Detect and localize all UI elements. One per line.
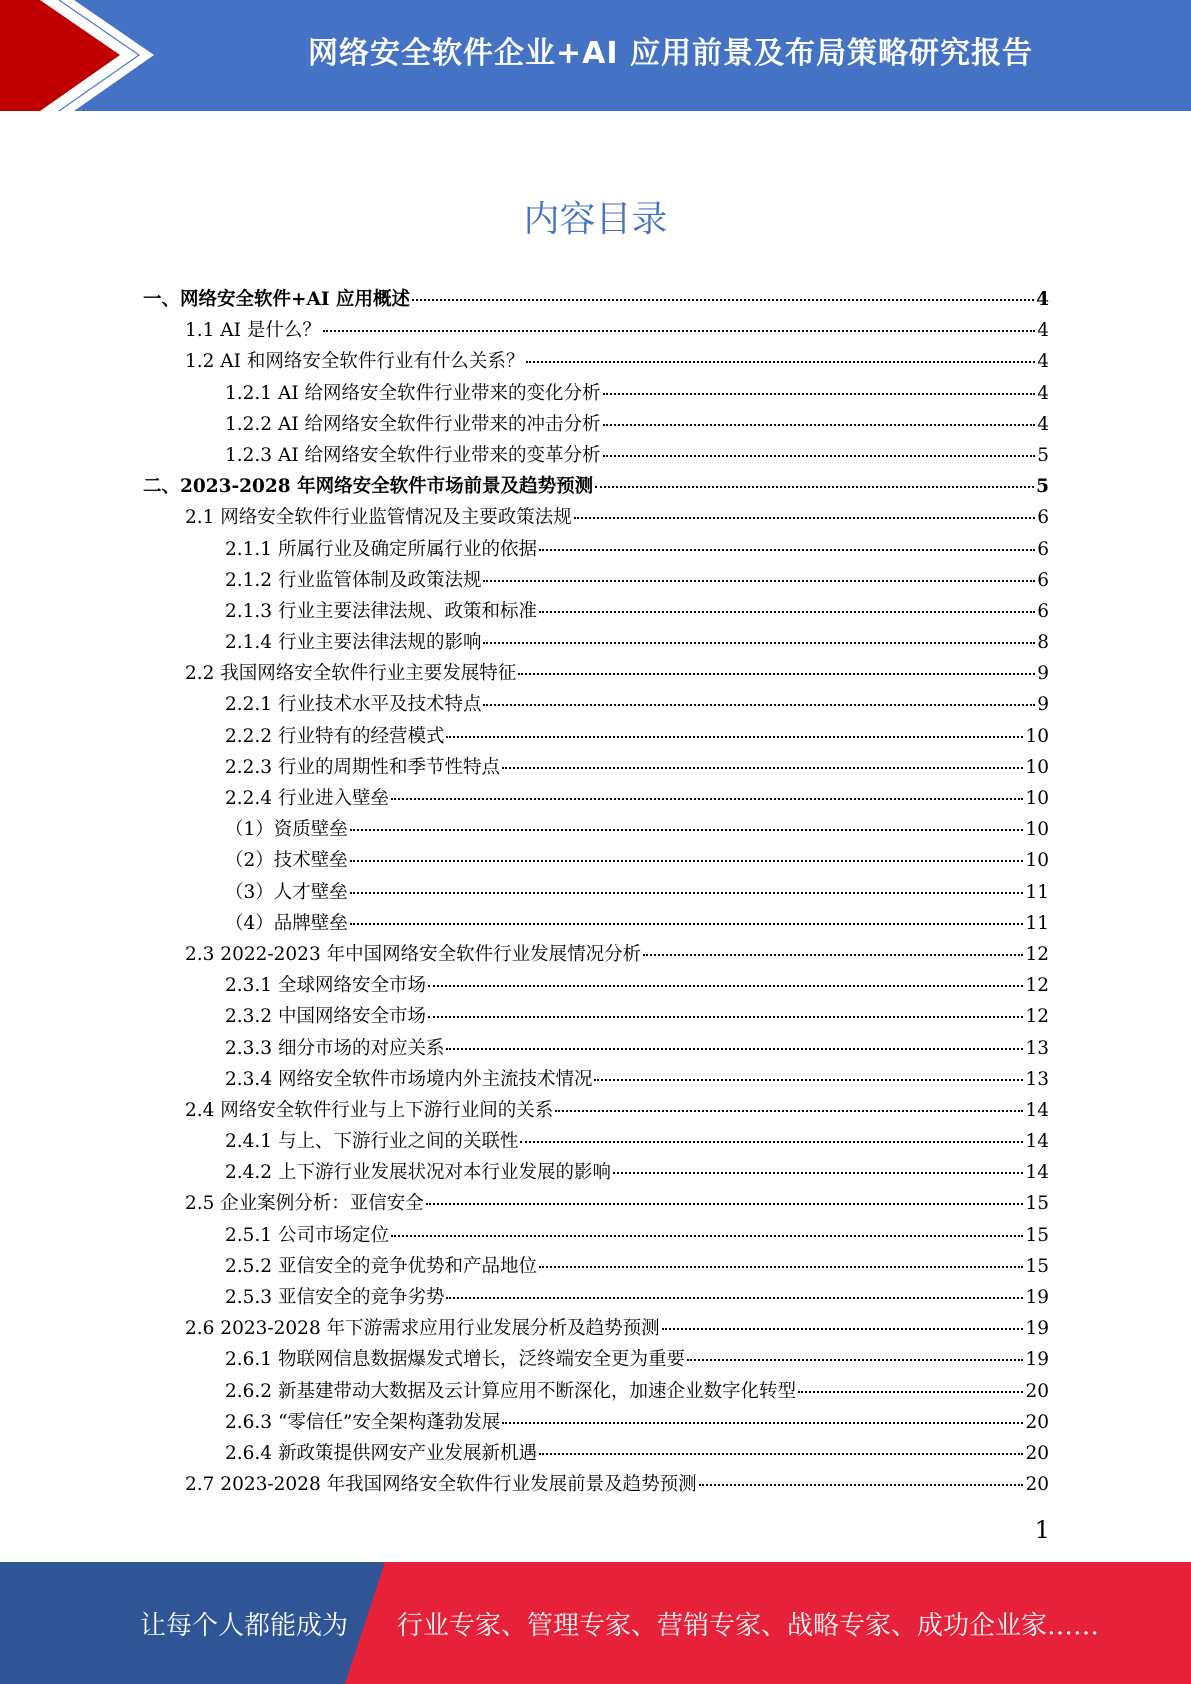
toc-entry[interactable] [143,784,1049,815]
toc-dot-leader [594,1079,1023,1081]
toc-entry-label: 1.2.1 AI 给网络安全软件行业带来的变化分析 [225,382,601,404]
toc-entry[interactable] [143,1345,1049,1376]
toc-entry-page: 20 [1025,1411,1049,1433]
toc-entry-label: 2.5.3 亚信安全的竞争劣势 [225,1287,445,1308]
toc-entry-label: 2.5.1 公司市场定位 [225,1224,389,1246]
toc-entry-label: 二、2023-2028 年网络安全软件市场前景及趋势预测 [143,476,594,498]
toc-entry[interactable] [143,1127,1049,1158]
toc-dot-leader [483,580,1035,582]
toc-entry-label: 2.2.1 行业技术水平及技术特点 [225,694,482,716]
toc-entry-label: （2）技术壁垒 [225,850,348,872]
footer-band [0,1562,1191,1684]
toc-entry-page: 4 [1036,289,1049,310]
toc-dot-leader [518,673,1035,675]
toc-entry-label: 1.2 AI 和网络安全软件行业有什么关系？ [185,351,525,373]
toc-dot-leader [539,1266,1023,1268]
toc-entry-label: 2.7 2023-2028 年我国网络安全软件行业发展前景及趋势预测 [185,1474,697,1496]
toc-dot-leader [428,1016,1023,1018]
toc-entry-label: （3）人才壁垒 [225,881,348,903]
toc-entry[interactable] [143,1096,1049,1127]
toc-entry[interactable] [143,347,1049,378]
toc-entry-label: 2.1 网络安全软件行业监管情况及主要政策法规 [185,507,572,529]
toc-entry[interactable] [143,1377,1049,1408]
toc-dot-leader [520,1141,1023,1143]
toc-entry-label: 2.2.3 行业的周期性和季节性特点 [225,756,500,778]
toc-dot-leader [350,829,1024,831]
toc-entry-label: 2.6.3 “零信任”安全架构蓬勃发展 [225,1411,501,1433]
toc-dot-leader [350,892,1024,894]
toc-entry[interactable] [143,971,1049,1002]
toc-entry-page: 14 [1025,1099,1049,1121]
toc-entry-page: 6 [1037,600,1049,622]
toc-entry-label: 2.4.2 上下游行业发展状况对本行业发展的影响 [225,1162,611,1184]
toc-entry-page: 10 [1025,725,1049,747]
toc-entry-label: 2.3 2022-2023 年中国网络安全软件行业发展情况分析 [185,943,642,965]
toc-dot-leader [483,704,1035,706]
toc-entry-page: 13 [1025,1068,1049,1090]
toc-entry-label: 2.5.2 亚信安全的竞争优势和产品地位 [225,1255,537,1277]
toc-entry[interactable] [143,878,1049,909]
toc-entry-label: 一、网络安全软件+AI 应用概述 [143,289,410,310]
toc-dot-leader [555,1110,1023,1112]
toc-entry[interactable] [143,1470,1049,1501]
toc-entry-page: 4 [1037,351,1049,373]
toc-entry-page: 12 [1025,975,1049,997]
toc-entry-label: 2.1.4 行业主要法律法规的影响 [225,632,482,654]
toc-entry-label: 2.2.4 行业进入壁垒 [225,788,389,809]
toc-entry-page: 15 [1025,1193,1049,1215]
toc-entry[interactable] [143,410,1049,441]
toc-entry[interactable] [143,1221,1049,1252]
toc-dot-leader [502,767,1023,769]
toc-entry[interactable] [143,441,1049,472]
toc-dot-leader [603,455,1036,457]
toc-dot-leader [613,1172,1023,1174]
toc-entry-page: 19 [1025,1318,1049,1340]
toc-entry[interactable] [143,472,1049,503]
toc-dot-leader [526,361,1035,363]
toc-dot-leader [446,1048,1023,1050]
toc-entry-page: 6 [1037,538,1049,560]
toc-entry-page: 4 [1037,413,1049,435]
toc-entry-label: 2.2 我国网络安全软件行业主要发展特征 [185,663,517,685]
toc-dot-leader [483,642,1035,644]
toc-entry-page: 12 [1025,943,1049,965]
toc-entry-page: 11 [1025,881,1049,903]
toc-entry-label: 2.6.1 物联网信息数据爆发式增长，泛终端安全更为重要 [225,1349,685,1371]
toc-entry[interactable] [143,1002,1049,1033]
toc-entry-page: 12 [1025,1006,1049,1028]
toc-entry[interactable] [143,722,1049,753]
toc-entry[interactable] [143,316,1049,347]
toc-entry-label: 2.6.4 新政策提供网安产业发展新机遇 [225,1442,537,1464]
toc-entry-page: 10 [1025,756,1049,778]
toc-entry-label: 2.2.2 行业特有的经营模式 [225,725,445,747]
toc-dot-leader [412,299,1034,301]
toc-entry-label: 2.3.3 细分市场的对应关系 [225,1037,445,1059]
toc-entry[interactable] [143,535,1049,566]
toc-entry-page: 15 [1025,1224,1049,1246]
toc-entry[interactable] [143,597,1049,628]
toc-entry[interactable] [143,846,1049,877]
toc-entry-label: 2.6 2023-2028 年下游需求应用行业发展分析及趋势预测 [185,1318,660,1340]
toc-entry-label: 2.1.1 所属行业及确定所属行业的依据 [225,538,537,560]
header-band [0,0,1191,111]
toc-entry-label: 2.4.1 与上、下游行业之间的关联性 [225,1131,519,1153]
toc-entry[interactable] [143,1439,1049,1470]
toc-entry[interactable] [143,379,1049,410]
toc-dot-leader [539,611,1035,613]
toc-entry-page: 9 [1037,663,1049,685]
toc-dot-leader [603,393,1036,395]
toc-entry-page: 20 [1025,1442,1049,1464]
toc-entry[interactable] [143,566,1049,597]
toc-heading: 内容目录 [523,199,668,240]
toc-entry-label: （1）资质壁垒 [225,819,348,841]
toc-entry-label: 2.4 网络安全软件行业与上下游行业间的关系 [185,1099,554,1121]
toc-entry[interactable] [143,1314,1049,1345]
toc-entry-label: 2.6.2 新基建带动大数据及云计算应用不断深化，加速企业数字化转型 [225,1380,796,1402]
toc-entry-page: 8 [1037,632,1049,654]
toc-entry[interactable] [143,940,1049,971]
toc-entry-page: 14 [1025,1162,1049,1184]
toc-entry[interactable] [143,503,1049,534]
toc-dot-leader [662,1328,1024,1330]
toc-dot-leader [428,985,1023,987]
toc-dot-leader [323,330,1035,332]
toc-dot-leader [350,860,1024,862]
toc-dot-leader [446,736,1023,738]
toc-entry-page: 20 [1025,1474,1049,1496]
toc-entry-label: 2.3.4 网络安全软件市场境内外主流技术情况 [225,1068,593,1090]
toc-entry-label: 2.1.3 行业主要法律法规、政策和标准 [225,600,537,622]
toc-dot-leader [574,517,1035,519]
toc-dot-leader [502,1422,1023,1424]
toc-entry-page: 19 [1025,1349,1049,1371]
toc-dot-leader [699,1484,1024,1486]
toc-entry[interactable] [143,1189,1049,1220]
toc-entry[interactable] [143,628,1049,659]
toc-dot-leader [798,1391,1023,1393]
toc-entry-label: 1.1 AI 是什么？ [185,320,321,342]
toc-entry[interactable] [143,690,1049,721]
toc-entry[interactable] [143,1408,1049,1439]
toc-entry-label: 2.1.2 行业监管体制及政策法规 [225,569,482,591]
toc-entry-page: 13 [1025,1037,1049,1059]
toc-entry-page: 4 [1037,382,1049,404]
table-of-contents [143,285,1049,1501]
toc-entry[interactable] [143,659,1049,690]
toc-entry[interactable] [143,815,1049,846]
footer-slogan-left: 让每个人都能成为 [140,1610,349,1641]
toc-dot-leader [426,1203,1024,1205]
toc-entry-page: 5 [1036,476,1049,498]
toc-entry-page: 20 [1025,1380,1049,1402]
toc-dot-leader [539,549,1035,551]
toc-entry-page: 14 [1025,1131,1049,1153]
toc-entry[interactable] [143,909,1049,940]
page-number: 1 [1034,1516,1050,1544]
toc-dot-leader [643,954,1023,956]
toc-entry[interactable] [143,753,1049,784]
toc-entry-label: 1.2.3 AI 给网络安全软件行业带来的变革分析 [225,444,601,466]
toc-entry[interactable] [143,1252,1049,1283]
toc-entry-page: 11 [1025,912,1049,934]
toc-entry[interactable] [143,1158,1049,1189]
toc-entry-label: 2.3.2 中国网络安全市场 [225,1006,426,1028]
toc-dot-leader [687,1359,1023,1361]
toc-entry[interactable] [143,1065,1049,1096]
toc-entry-page: 15 [1025,1255,1049,1277]
toc-entry-page: 19 [1025,1287,1049,1308]
toc-dot-leader [350,923,1024,925]
toc-entry[interactable] [143,285,1049,316]
toc-entry-page: 10 [1025,819,1049,841]
footer-slogan-right: 行业专家、管理专家、营销专家、战略专家、成功企业家…… [397,1610,1100,1641]
toc-entry-label: 2.5 企业案例分析：亚信安全 [185,1193,424,1215]
toc-entry-page: 10 [1025,788,1049,809]
toc-entry-page: 6 [1037,507,1049,529]
toc-dot-leader [603,424,1036,426]
toc-entry-label: （4）品牌壁垒 [225,912,348,934]
toc-dot-leader [446,1297,1023,1299]
toc-entry-label: 2.3.1 全球网络安全市场 [225,975,426,997]
toc-entry-page: 5 [1037,444,1049,466]
report-title: 网络安全软件企业+AI 应用前景及布局策略研究报告 [308,36,1033,71]
toc-entry-page: 9 [1037,694,1049,716]
toc-entry[interactable] [143,1283,1049,1314]
toc-dot-leader [595,486,1034,488]
toc-entry-page: 10 [1025,850,1049,872]
toc-entry[interactable] [143,1034,1049,1065]
toc-dot-leader [391,1235,1023,1237]
toc-entry-page: 6 [1037,569,1049,591]
toc-entry-page: 4 [1037,320,1049,342]
toc-dot-leader [391,798,1023,800]
toc-entry-label: 1.2.2 AI 给网络安全软件行业带来的冲击分析 [225,413,601,435]
toc-dot-leader [539,1453,1023,1455]
